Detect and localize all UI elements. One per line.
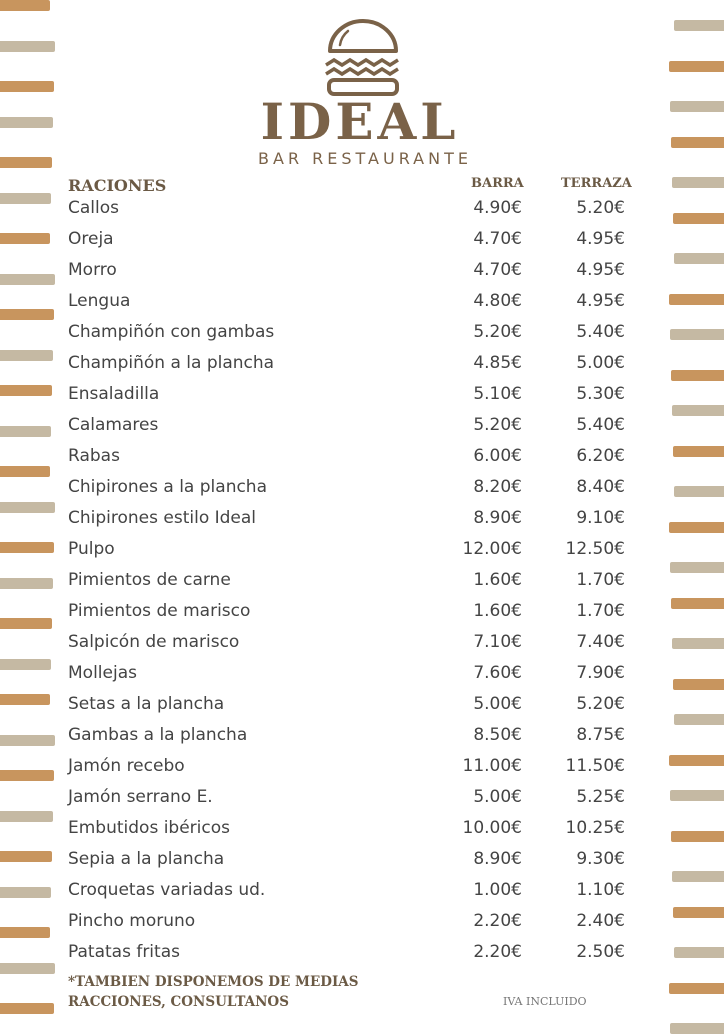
menu-item [68, 446, 628, 474]
burger-logo-icon [322, 17, 404, 97]
price-barra: 8.20€ [473, 477, 522, 497]
section-heading: RACIONES [68, 176, 167, 195]
stripe [0, 851, 52, 862]
price-terraza: 1.70€ [576, 570, 625, 590]
price-barra: 10.00€ [462, 818, 522, 838]
stripe [673, 213, 724, 224]
price-barra: 11.00€ [462, 756, 522, 776]
stripe [0, 770, 54, 781]
stripe [0, 41, 55, 52]
item-name: Gambas a la plancha [68, 725, 248, 745]
stripe [671, 831, 724, 842]
item-name: Pulpo [68, 539, 115, 559]
stripe [669, 522, 724, 533]
price-barra: 4.90€ [473, 198, 522, 218]
stripe [0, 274, 55, 285]
menu-item [68, 322, 628, 350]
price-terraza: 7.90€ [576, 663, 625, 683]
menu-item [68, 570, 628, 598]
item-name: Rabas [68, 446, 120, 466]
menu-item [68, 911, 628, 939]
price-terraza: 5.30€ [576, 384, 625, 404]
stripe [0, 927, 50, 938]
price-barra: 1.60€ [473, 601, 522, 621]
menu-item [68, 787, 628, 815]
menu-item [68, 880, 628, 908]
price-barra: 8.50€ [473, 725, 522, 745]
stripe [0, 542, 54, 553]
stripe [672, 871, 724, 882]
item-name: Croquetas variadas ud. [68, 880, 266, 900]
menu-item [68, 539, 628, 567]
price-barra: 7.60€ [473, 663, 522, 683]
stripe [673, 679, 724, 690]
item-name: Calamares [68, 415, 159, 435]
menu-item [68, 756, 628, 784]
price-terraza: 4.95€ [576, 260, 625, 280]
menu-item [68, 260, 628, 288]
stripe [670, 1023, 724, 1034]
price-barra: 2.20€ [473, 911, 522, 931]
stripe [673, 907, 724, 918]
menu-item [68, 942, 628, 970]
menu-item [68, 632, 628, 660]
price-terraza: 10.25€ [565, 818, 625, 838]
item-name: Champiñón con gambas [68, 322, 275, 342]
item-name: Chipirones a la plancha [68, 477, 268, 497]
column-header-barra: BARRA [471, 176, 524, 191]
price-terraza: 6.20€ [576, 446, 625, 466]
iva-note: IVA INCLUIDO [503, 995, 587, 1008]
footer-note-line-1: *TAMBIEN DISPONEMOS DE MEDIAS [68, 974, 359, 990]
stripe [669, 61, 724, 72]
price-terraza: 8.75€ [576, 725, 625, 745]
item-name: Pincho moruno [68, 911, 196, 931]
price-terraza: 7.40€ [576, 632, 625, 652]
menu-item [68, 229, 628, 257]
item-name: Mollejas [68, 663, 137, 683]
stripe [0, 659, 51, 670]
stripe [669, 294, 724, 305]
price-terraza: 9.10€ [576, 508, 625, 528]
price-barra: 5.10€ [473, 384, 522, 404]
price-barra: 1.60€ [473, 570, 522, 590]
stripe [671, 598, 724, 609]
price-terraza: 5.00€ [576, 353, 625, 373]
stripe [672, 638, 724, 649]
item-name: Morro [68, 260, 117, 280]
stripe [673, 446, 724, 457]
price-terraza: 1.70€ [576, 601, 625, 621]
menu-item [68, 601, 628, 629]
stripe [672, 405, 724, 416]
menu-item [68, 849, 628, 877]
menu-item [68, 818, 628, 846]
price-barra: 1.00€ [473, 880, 522, 900]
item-name: Champiñón a la plancha [68, 353, 275, 373]
stripe [0, 502, 55, 513]
item-name: Jamón serrano E. [68, 787, 213, 807]
price-barra: 2.20€ [473, 942, 522, 962]
menu-item [68, 663, 628, 691]
price-terraza: 5.25€ [576, 787, 625, 807]
stripe [670, 562, 724, 573]
menu-item [68, 198, 628, 226]
stripe [672, 177, 724, 188]
stripe [0, 81, 54, 92]
price-barra: 5.20€ [473, 415, 522, 435]
stripe [670, 329, 724, 340]
stripe [0, 963, 55, 974]
menu-item [68, 477, 628, 505]
item-name: Salpicón de marisco [68, 632, 240, 652]
price-terraza: 12.50€ [565, 539, 625, 559]
price-barra: 4.70€ [473, 260, 522, 280]
item-name: Sepia a la plancha [68, 849, 225, 869]
item-name: Ensaladilla [68, 384, 160, 404]
item-name: Pimientos de marisco [68, 601, 251, 621]
item-name: Setas a la plancha [68, 694, 225, 714]
price-terraza: 5.20€ [576, 198, 625, 218]
stripe [0, 466, 50, 477]
stripe [0, 426, 51, 437]
menu-item [68, 415, 628, 443]
brand-subtitle: BAR RESTAURANTE [258, 149, 472, 168]
price-terraza: 5.40€ [576, 322, 625, 342]
item-name: Jamón recebo [68, 756, 185, 776]
item-name: Chipirones estilo Ideal [68, 508, 257, 528]
price-barra: 12.00€ [462, 539, 522, 559]
stripe [0, 309, 54, 320]
price-terraza: 11.50€ [565, 756, 625, 776]
item-name: Oreja [68, 229, 114, 249]
stripe [0, 233, 50, 244]
item-name: Patatas fritas [68, 942, 180, 962]
price-terraza: 1.10€ [576, 880, 625, 900]
price-barra: 4.70€ [473, 229, 522, 249]
stripe [674, 486, 724, 497]
menu-item [68, 508, 628, 536]
price-barra: 8.90€ [473, 508, 522, 528]
footer-note-line-2: RACCIONES, CONSULTANOS [68, 994, 289, 1010]
menu-item [68, 291, 628, 319]
price-terraza: 2.50€ [576, 942, 625, 962]
stripe [669, 983, 724, 994]
stripe [0, 1003, 54, 1014]
price-barra: 4.80€ [473, 291, 522, 311]
stripe [0, 578, 53, 589]
stripe [0, 735, 55, 746]
stripe [671, 370, 724, 381]
price-barra: 4.85€ [473, 353, 522, 373]
menu-item [68, 694, 628, 722]
price-barra: 8.90€ [473, 849, 522, 869]
stripe [674, 714, 724, 725]
item-name: Embutidos ibéricos [68, 818, 230, 838]
item-name: Lengua [68, 291, 131, 311]
stripe [674, 947, 724, 958]
price-barra: 5.00€ [473, 787, 522, 807]
footer-note [68, 972, 358, 1012]
stripe [0, 694, 50, 705]
price-barra: 5.00€ [473, 694, 522, 714]
price-terraza: 5.40€ [576, 415, 625, 435]
menu-item [68, 384, 628, 412]
stripe [669, 755, 724, 766]
column-header-terraza: TERRAZA [561, 176, 632, 191]
brand-title: IDEAL [260, 92, 460, 151]
menu-item [68, 725, 628, 753]
price-terraza: 8.40€ [576, 477, 625, 497]
stripe [0, 618, 52, 629]
stripe [0, 385, 52, 396]
stripe [0, 350, 53, 361]
price-terraza: 5.20€ [576, 694, 625, 714]
stripe [0, 811, 53, 822]
stripe [0, 0, 50, 11]
item-name: Pimientos de carne [68, 570, 231, 590]
price-barra: 6.00€ [473, 446, 522, 466]
price-terraza: 4.95€ [576, 291, 625, 311]
stripe [0, 887, 51, 898]
price-terraza: 9.30€ [576, 849, 625, 869]
stripe [0, 193, 51, 204]
price-barra: 5.20€ [473, 322, 522, 342]
stripe [674, 20, 724, 31]
stripe [674, 253, 724, 264]
price-terraza: 4.95€ [576, 229, 625, 249]
menu-item [68, 353, 628, 381]
stripe [670, 790, 724, 801]
price-terraza: 2.40€ [576, 911, 625, 931]
price-barra: 7.10€ [473, 632, 522, 652]
item-name: Callos [68, 198, 119, 218]
